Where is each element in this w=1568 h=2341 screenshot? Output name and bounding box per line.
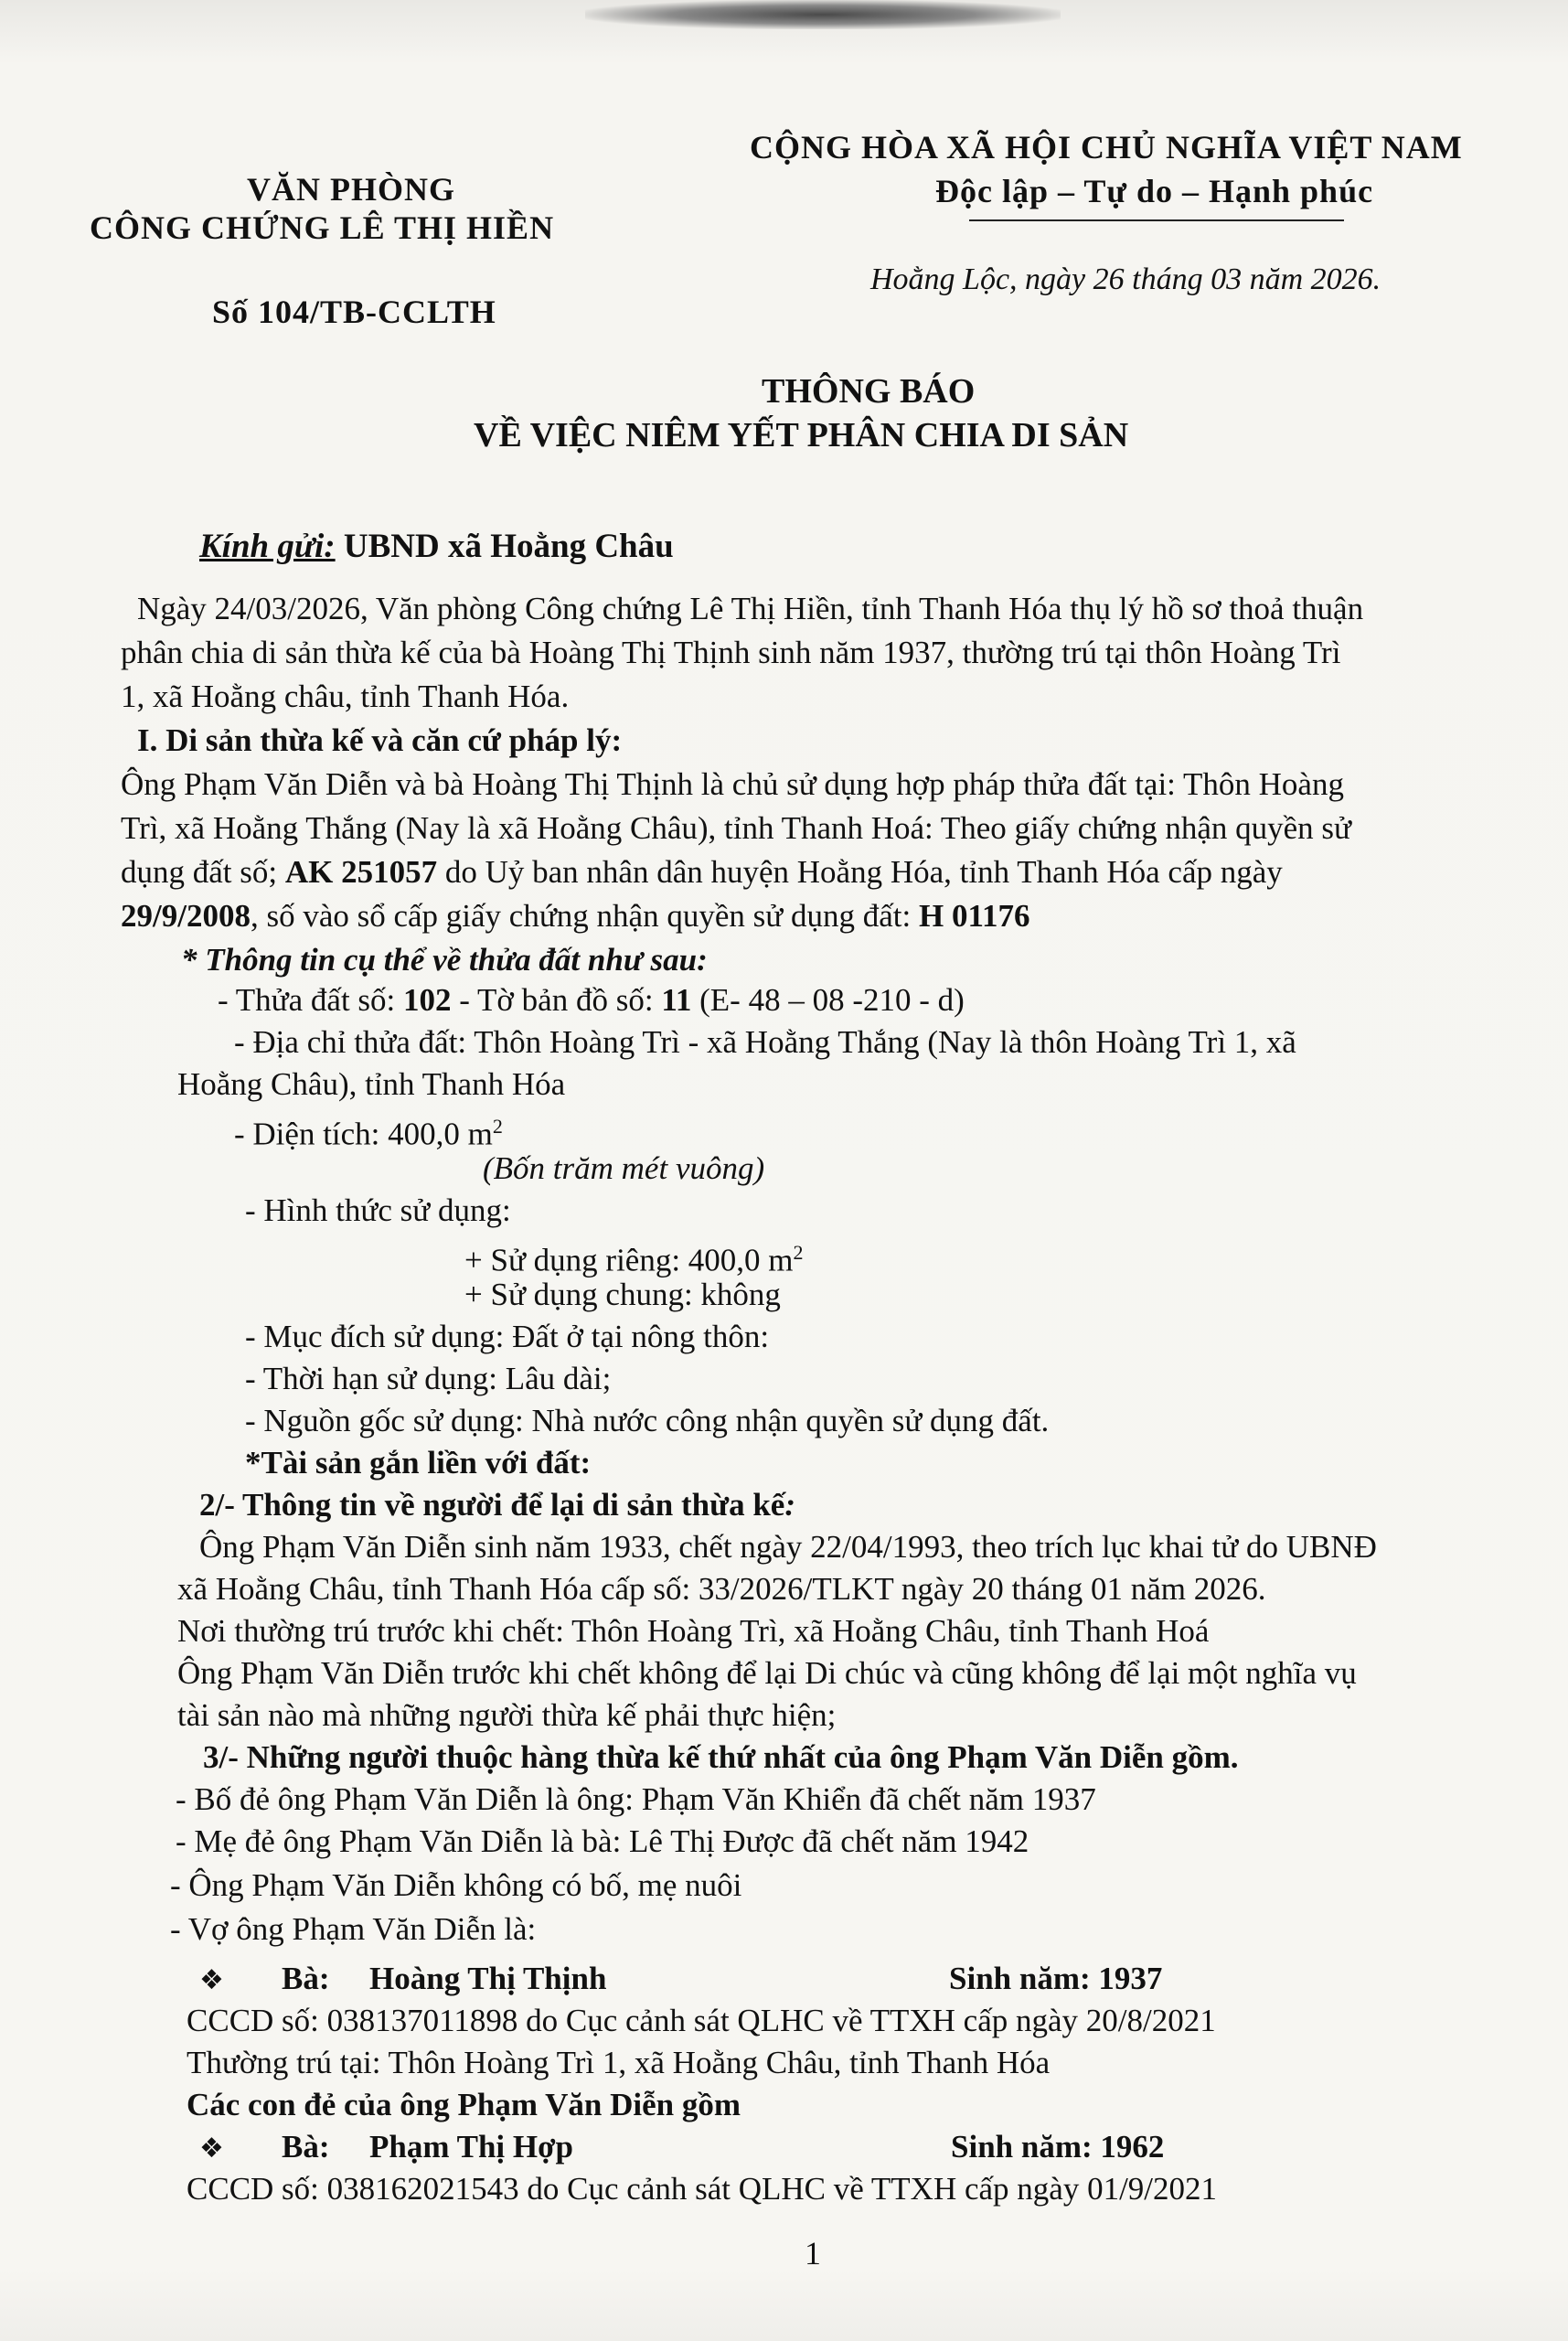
father-line: - Bố đẻ ông Phạm Văn Diễn là ông: Phạm Văn Khiển đã chết năm 1937 [176, 1781, 1096, 1817]
section1-line4 [121, 894, 1030, 938]
attached-assets: *Tài sản gắn liền với đất: [245, 1445, 592, 1480]
usage-purpose: - Mục đích sử dụng: Đất ở tại nông thôn: [245, 1319, 770, 1354]
common-use: + Sử dụng chung: không [464, 1277, 781, 1312]
line3-part-a: dụng đất số; [121, 854, 285, 890]
section1-heading: I. Di sản thừa kế và căn cứ pháp lý: [137, 722, 623, 758]
parcel-label: - Thửa đất số: [218, 982, 404, 1018]
address-line2: Hoằng Châu), tỉnh Thanh Hóa [177, 1066, 566, 1102]
address-line1: - Địa chỉ thửa đất: Thôn Hoàng Trì - xã Hoằng Thắng (Nay là thôn Hoàng Trì 1, xã [234, 1024, 1296, 1060]
wife-address: Thường trú tại: Thôn Hoàng Trì 1, xã Hoằng Châu, tỉnh Thanh Hóa [187, 2045, 1051, 2080]
line4-part-b: , số vào sổ cấp giấy chứng nhận quyền sử dụng đất: [250, 898, 919, 934]
place-date: Hoằng Lộc, ngày 26 tháng 03 năm 2026. [870, 262, 1381, 296]
doc-subtitle: VỀ VIỆC NIÊM YẾT PHÂN CHIA DI SẢN [474, 416, 1129, 454]
child1-birth-year: Sinh năm: 1962 [951, 2129, 1165, 2165]
line3-part-c: do Uỷ ban nhân dân huyện Hoằng Hóa, tỉnh Thanh Hóa cấp ngày [437, 854, 1283, 890]
bullet-icon: ❖ [199, 2133, 224, 2165]
wife-label: - Vợ ông Phạm Văn Diễn là: [170, 1911, 537, 1947]
section2-heading [199, 1483, 795, 1527]
map-number: 11 [661, 982, 692, 1018]
private-use-superscript: 2 [793, 1241, 804, 1264]
bullet-icon: ❖ [199, 1964, 224, 1996]
area-superscript: 2 [492, 1115, 503, 1138]
section2-line4: Ông Phạm Văn Diễn trước khi chết không để lại Di chúc và cũng không để lại một nghĩa vụ [177, 1655, 1357, 1691]
page-number: 1 [805, 2235, 821, 2272]
mother-line: - Mẹ đẻ ông Phạm Văn Diễn là bà: Lê Thị Được đã chết năm 1942 [176, 1823, 1029, 1859]
certificate-number: AK 251057 [284, 854, 438, 890]
parcel-number: 102 [403, 982, 452, 1018]
register-number: H 01176 [918, 898, 1030, 934]
section1-line3 [121, 850, 1283, 894]
motto-underline [969, 219, 1344, 221]
area-line [234, 1105, 503, 1157]
org-line1: VĂN PHÒNG [247, 171, 455, 208]
section1-line2: Trì, xã Hoằng Thắng (Nay là xã Hoằng Châu), tỉnh Thanh Hoá: Theo giấy chứng nhận quyền sử [121, 810, 1351, 846]
child1-title: Bà: [282, 2129, 330, 2165]
wife-birth-year: Sinh năm: 1937 [949, 1961, 1163, 1996]
map-label: - Tờ bản đồ số: [451, 982, 662, 1018]
country-line2: Độc lập – Tự do – Hạnh phúc [935, 173, 1374, 209]
usage-form: - Hình thức sử dụng: [245, 1192, 511, 1228]
section2-line1: Ông Phạm Văn Diễn sinh năm 1933, chết ngày 22/04/1993, theo trích lục khai tử do UBNĐ [199, 1529, 1377, 1565]
area-in-words: (Bốn trăm mét vuông) [483, 1150, 765, 1186]
intro-line1: Ngày 24/03/2026, Văn phòng Công chứng Lê Thị Hiền, tỉnh Thanh Hóa thụ lý hồ sơ thoả thuận [137, 591, 1364, 626]
intro-line3: 1, xã Hoằng châu, tỉnh Thanh Hóa. [121, 679, 570, 714]
recipient-label: Kính gửi: [199, 528, 336, 565]
section1-line1: Ông Phạm Văn Diễn và bà Hoàng Thị Thịnh là chủ sử dụng hợp pháp thửa đất tại: Thôn Hoàng [121, 766, 1344, 802]
child1-name: Phạm Thị Hợp [369, 2129, 573, 2165]
scan-shadow [585, 0, 1061, 29]
section2-line3: Nơi thường trú trước khi chết: Thôn Hoàng Trì, xã Hoằng Châu, tỉnh Thanh Hoá [177, 1613, 1210, 1649]
recipient [199, 525, 674, 569]
area-text: - Diện tích: 400,0 m [234, 1116, 493, 1152]
wife-title: Bà: [282, 1961, 330, 1996]
adoptive-parents-line: - Ông Phạm Văn Diễn không có bố, mẹ nuôi [170, 1867, 742, 1903]
parcel-line [218, 978, 965, 1022]
private-use-text: + Sử dụng riêng: 400,0 m [464, 1242, 794, 1278]
issue-date: 29/9/2008 [121, 898, 251, 934]
section2-line2: xã Hoằng Châu, tỉnh Thanh Hóa cấp số: 33/2026/TLKT ngày 20 tháng 01 năm 2026. [177, 1571, 1266, 1607]
wife-name: Hoàng Thị Thịnh [369, 1961, 607, 1996]
section3-heading: 3/- Những người thuộc hàng thừa kế thứ nhất của ông Phạm Văn Diễn gồm. [203, 1739, 1239, 1775]
section2-line5: tài sản nào mà những người thừa kế phải thực hiện; [177, 1697, 837, 1733]
usage-duration: - Thời hạn sử dụng: Lâu dài; [245, 1361, 612, 1396]
doc-number: Số 104/TB-CCLTH [212, 294, 496, 330]
section2-heading-text: 2/- Thông tin về người để lại di sản thừa kế [199, 1487, 785, 1523]
land-info-heading: * Thông tin cụ thể về thửa đất như sau: [181, 942, 708, 978]
recipient-value: UBND xã Hoằng Châu [343, 528, 674, 565]
wife-row [199, 1957, 224, 2003]
child1-id: CCCD số: 038162021543 do Cục cảnh sát QLHC về TTXH cấp ngày 01/9/2021 [187, 2171, 1218, 2207]
section2-heading-colon: : [784, 1487, 795, 1523]
wife-id: CCCD số: 038137011898 do Cục cảnh sát QLHC về TTXH cấp ngày 20/8/2021 [187, 2003, 1216, 2038]
intro-line2: phân chia di sản thừa kế của bà Hoàng Thị Thịnh sinh năm 1937, thường trú tại thôn Hoàng Trì [121, 635, 1341, 670]
doc-title: THÔNG BÁO [762, 372, 976, 411]
country-line1: CỘNG HÒA XÃ HỘI CHỦ NGHĨA VIỆT NAM [750, 129, 1463, 166]
child1-row [199, 2125, 224, 2171]
usage-origin: - Nguồn gốc sử dụng: Nhà nước công nhận quyền sử dụng đất. [245, 1403, 1050, 1438]
map-code: (E- 48 – 08 -210 - d) [691, 982, 965, 1018]
children-heading: Các con đẻ của ông Phạm Văn Diễn gồm [187, 2087, 741, 2122]
org-line2: CÔNG CHỨNG LÊ THỊ HIỀN [90, 209, 555, 246]
